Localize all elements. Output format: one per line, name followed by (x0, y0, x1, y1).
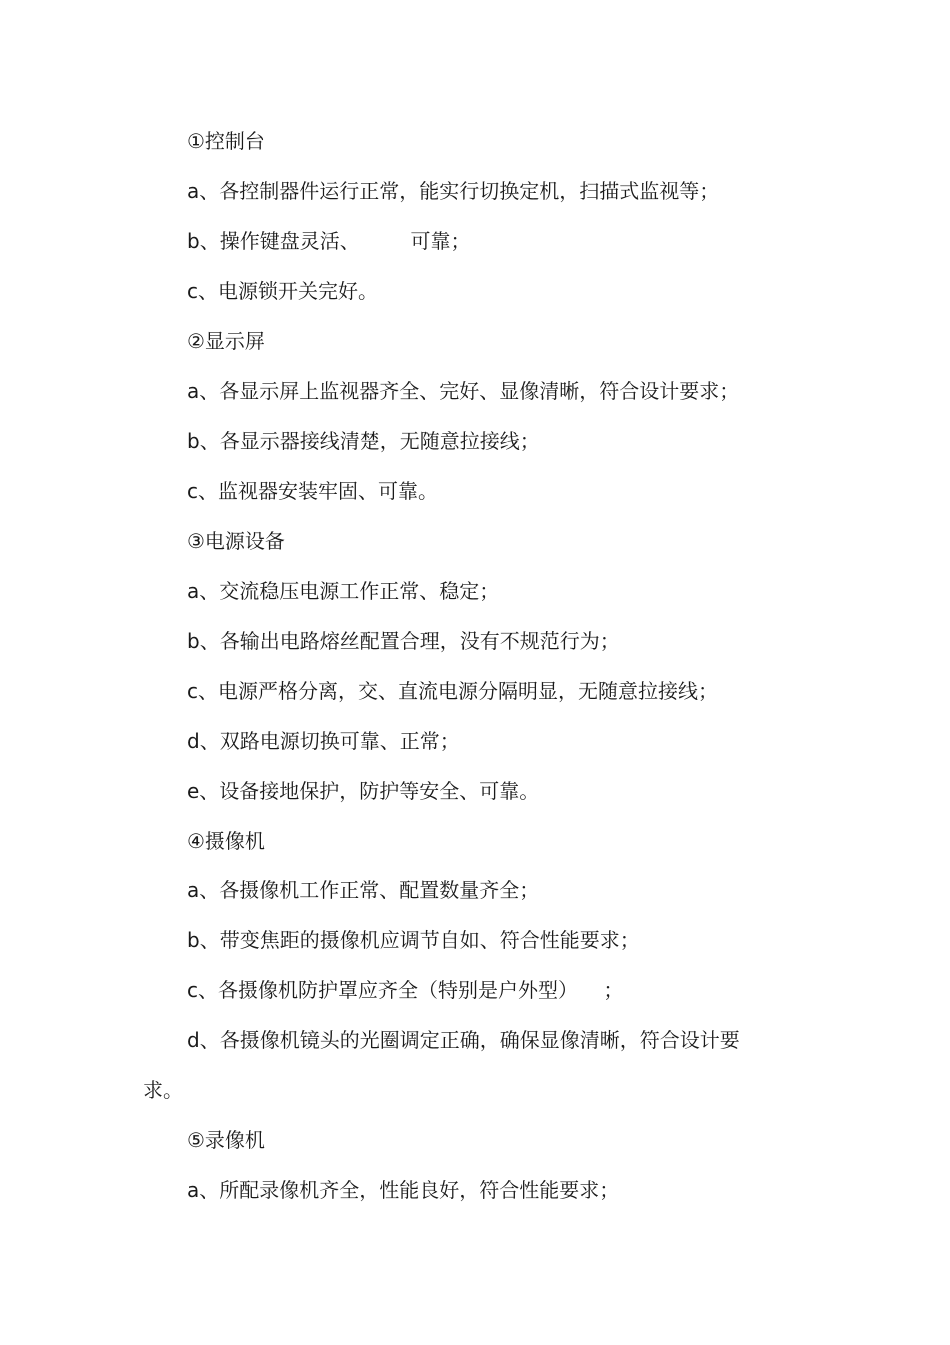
heading-display: ②显示屏 (187, 329, 265, 353)
paragraph-line: b、各输出电路熔丝配置合理，没有不规范行为； (187, 629, 620, 653)
heading-camera: ④摄像机 (187, 829, 265, 853)
paragraph-line: c、监视器安装牢固、可靠。 (187, 479, 438, 503)
heading-video-recorder: ⑤录像机 (187, 1128, 265, 1152)
heading-power-equipment: ③电源设备 (187, 529, 285, 553)
paragraph-line: c、各摄像机防护罩应齐全（特别是户外型） ； (187, 978, 624, 1002)
paragraph-line: b、各显示器接线清楚，无随意拉接线； (187, 429, 540, 453)
paragraph-line: a、交流稳压电源工作正常、稳定； (187, 579, 500, 603)
paragraph-line: c、电源严格分离，交、直流电源分隔明显，无随意拉接线； (187, 679, 718, 703)
paragraph-line: b、操作键盘灵活、 可靠； (187, 229, 471, 253)
paragraph-line: d、双路电源切换可靠、正常； (187, 729, 460, 753)
paragraph-line: a、所配录像机齐全，性能良好，符合性能要求； (187, 1178, 620, 1202)
paragraph-line: a、各显示屏上监视器齐全、完好、显像清晰，符合设计要求； (187, 379, 740, 403)
paragraph-line: b、带变焦距的摄像机应调节自如、符合性能要求； (187, 928, 640, 952)
heading-console: ①控制台 (187, 129, 265, 153)
paragraph-line: a、各控制器件运行正常，能实行切换定机，扫描式监视等； (187, 179, 720, 203)
paragraph-line: c、电源锁开关完好。 (187, 279, 378, 303)
paragraph-line: e、设备接地保护，防护等安全、可靠。 (187, 779, 540, 803)
paragraph-line: a、各摄像机工作正常、配置数量齐全； (187, 878, 540, 902)
paragraph-line-continuation: 求。 (143, 1078, 183, 1102)
paragraph-line: d、各摄像机镜头的光圈调定正确，确保显像清晰，符合设计要 (187, 1028, 740, 1052)
